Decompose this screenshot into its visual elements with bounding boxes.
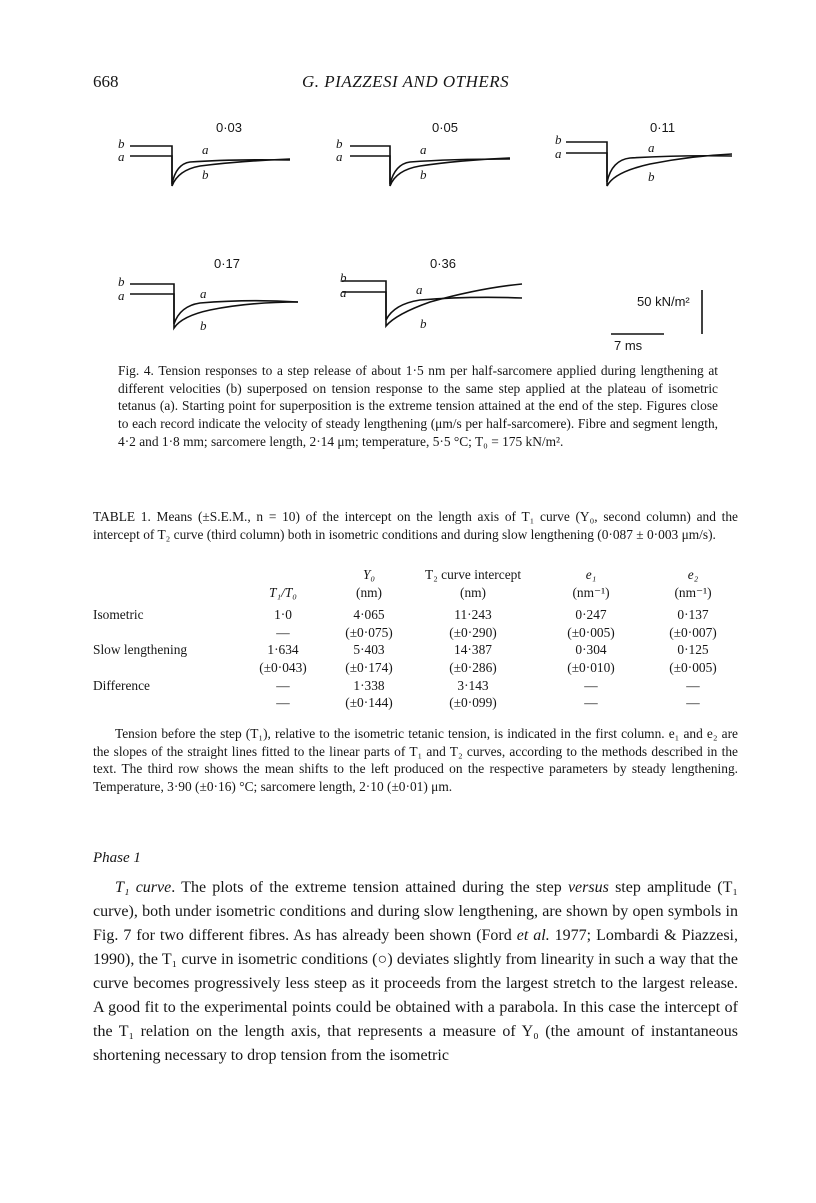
table-cell: 1·338 [353,677,385,693]
table-cell: 0·137 [677,607,709,623]
trace-b-0-03 [130,146,290,186]
trace-b-0-17 [130,284,298,328]
curve-label-b: b [336,136,343,151]
table-row [93,641,743,659]
header-cell: T₂ curve intercept [424,567,522,582]
table-header-row [93,584,743,602]
curve-label-b: b [340,270,347,285]
paragraph-emphasis: et al. [516,927,550,944]
curve-label-b: b [200,318,207,333]
curve-label-b: b [555,132,562,147]
curve-label-a: a [336,149,343,164]
table-cell: — [276,677,290,693]
curve-label-a: a [416,282,423,297]
figure-4 [90,112,750,362]
header-cell: T₁/T₀ [269,584,297,600]
body-paragraph [93,876,738,1068]
figure-caption: Fig. 4. Tension responses to a step release of about 1·5 nm per half-sarcomere applied during lengthening at different velocities (b) superposed on tension response to the same step applied at the plateau of isometric tetanus (a). Starting point for superposition is the extreme tension attained at the end of the step. Figures close to each record indicate the velocity of steady lengthening (μm/s per half-sarcomere). Fibre and segment length, 4·2 and 1·8 mm; sarcomere length, 2·14 μm; temperature, 5·5 °C; T₀ = 175 kN/m². [118,363,718,449]
trace-a-0-36 [342,292,522,320]
data-table [93,566,743,712]
table-cell: (±0·174) [345,659,393,675]
table-cell: (±0·010) [567,659,615,675]
curve-label-a: a [118,149,125,164]
curve-label-b: b [118,274,125,289]
section-heading: Phase 1 [93,850,141,866]
curve-label-a: a [200,286,207,301]
header-cell: (nm) [355,584,383,600]
curve-label-a: a [118,288,125,303]
table-cell: (±0·005) [567,624,615,640]
header-cell: (nm) [459,584,487,600]
header-cell: Y₀ [362,567,376,582]
header-cell [93,584,235,602]
header-cell [93,566,235,584]
table-cell [93,624,235,642]
table-cell: 11·243 [454,607,492,623]
velocity-label: 0·03 [216,120,243,135]
table-cell: 4·065 [353,607,385,623]
table-notes: Tension before the step (T₁), relative to the isometric tetanic tension, is indicated in the first column. e₁ and e₂ are the slopes of the straight lines fitted to the linear parts of T₁ and T₂ curves, according to the methods described in the text. The third row shows the mean shifts to the left produced on the respective parameters by steady lengthening. Temperature, 3·90 (±0·16) °C; sarcomere length, 2·10 (±0·01) μm. [93,726,738,795]
table-cell: — [584,677,598,693]
table-cell: — [276,695,290,711]
curve-label-b: b [202,167,209,182]
table-cell: 5·403 [353,642,385,658]
paragraph-text: . The plots of the extreme tension attained during the step [171,879,568,896]
table-cell: Isometric [93,607,144,623]
table-cell: 0·125 [677,642,709,658]
trace-a-0-05 [350,156,510,184]
velocity-label: 0·17 [214,256,241,271]
curve-label-a: a [340,285,347,300]
table-cell: (±0·043) [259,659,307,675]
curve-label-a: a [202,142,209,157]
velocity-label: 0·11 [650,120,676,135]
velocity-label: 0·36 [430,256,457,271]
table-cell: 3·143 [457,677,489,693]
table-cell: (±0·005) [669,659,717,675]
table-cell: 14·387 [454,642,492,658]
paragraph-emphasis: versus [567,879,609,896]
table-header-row [93,566,743,584]
table-cell: Difference [93,677,150,693]
curve-label-a: a [420,142,427,157]
header-cell: e₁ [585,567,597,582]
paragraph-text: step amplitude (T₁ curve), both under isometric conditions and during slow lengthening, are shown by open symbols in Fig. 7 for two different fibres. As has already been shown (Ford [93,879,738,944]
curve-label-b: b [648,169,655,184]
curve-label-b: b [118,136,125,151]
page-number: 668 [93,72,119,91]
table-cell: 0·304 [575,642,607,658]
table-row [93,677,743,695]
table-cell: 1·634 [267,642,299,658]
table-cell: (±0·290) [449,624,497,640]
curve-label-b: b [420,167,427,182]
header-cell: e₂ [687,567,699,582]
curve-label-a: a [648,140,655,155]
paragraph-text: 1977; Lombardi & Piazzesi, 1990), the T₁ curve in isometric conditions (○) deviates slightly from linearity in such a way that the curve becomes progressively less steep as it proceeds from the largest stretch to the largest release. A good fit to the experimental points could be obtained with a parabola. In this case the intercept of the T₁ relation on the length axis, that represents a measure of Y₀ (the amount of instantaneous shortening necessary to drop tension from the isometric [93,927,738,1064]
table-row [93,659,743,677]
running-title: G. PIAZZESI AND OTHERS [302,72,510,91]
paragraph-lead: T₁ curve [115,879,172,896]
table-caption: TABLE 1. Means (±S.E.M., n = 10) of the intercept on the length axis of T₁ curve (Y₀, second column) and the intercept of T₂ curve (third column) both in isometric conditions and during slow lengthening (0·087 ± 0·003 μm/s). [93,509,738,542]
curve-label-b: b [420,316,427,331]
header-cell: (nm⁻¹) [674,584,712,600]
curve-label-a: a [555,146,562,161]
header-cell [235,566,331,584]
table-cell: — [686,677,700,693]
scale-label-tension: 50 kN/m² [637,294,690,309]
table-cell: (±0·099) [449,695,497,711]
table-cell: (±0·007) [669,624,717,640]
table-cell: Slow lengthening [93,642,188,658]
trace-b-0-36 [342,281,522,326]
table-cell: — [584,695,598,711]
table-cell [93,694,235,712]
header-cell: (nm⁻¹) [572,584,610,600]
table-cell: (±0·286) [449,659,497,675]
table-row [93,624,743,642]
table-row [93,606,743,624]
table-cell: 1·0 [274,607,292,623]
table-row [93,694,743,712]
trace-b-0-05 [350,146,510,186]
table-cell: 0·247 [575,607,607,623]
table-cell: — [276,624,290,640]
table-cell [93,659,235,677]
table-cell: — [686,695,700,711]
scale-label-time: 7 ms [614,338,643,353]
velocity-label: 0·05 [432,120,459,135]
table-cell: (±0·075) [345,624,393,640]
table-cell: (±0·144) [345,695,393,711]
